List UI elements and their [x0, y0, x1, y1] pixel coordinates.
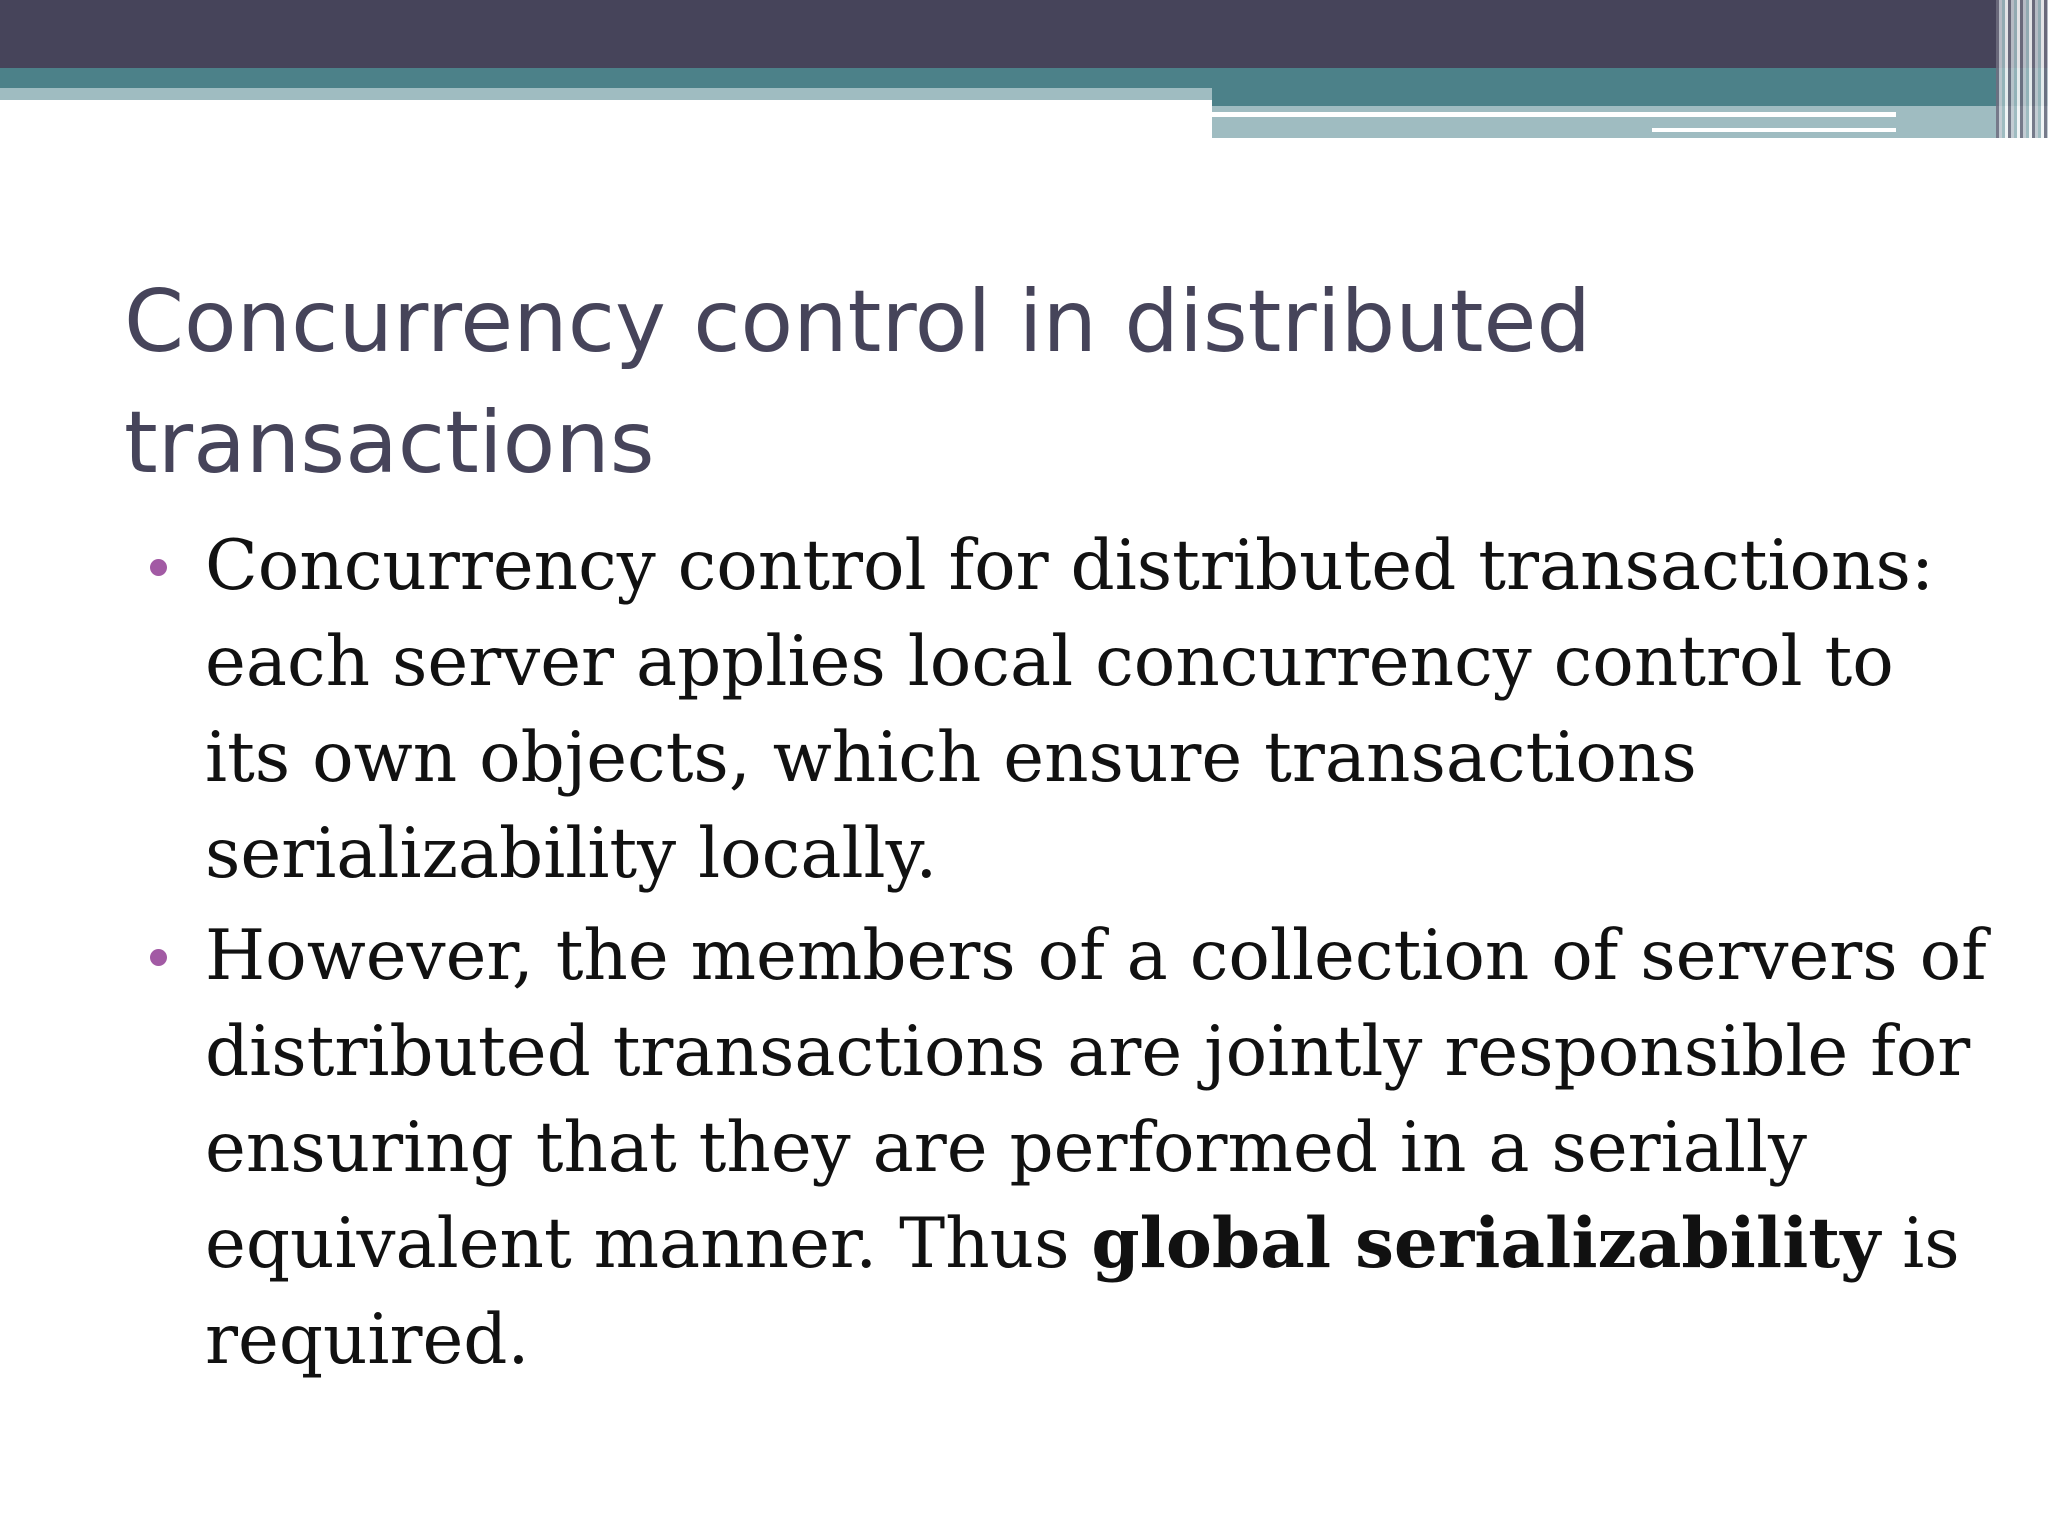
bullet-text-end: is required.	[205, 1204, 1960, 1380]
header-edge-stripes	[1996, 0, 2048, 138]
header-accent-line-short	[1652, 128, 1896, 132]
bullet-emphasis: global serializability	[1091, 1203, 1881, 1284]
bullet-text: Concurrency control for distributed transactions: each server applies local concurrency control to its own objects, which ensure transactions serializability locally.	[205, 526, 1935, 894]
bullet-item	[0, 518, 2048, 902]
header-band-light-right	[1212, 106, 2048, 138]
header-band-dark	[0, 0, 2048, 68]
header-band-teal-right	[1212, 88, 2048, 106]
header-accent-line	[1212, 112, 1896, 117]
bullet-dot-icon	[150, 949, 167, 966]
header-band-teal	[0, 68, 2048, 88]
bullet-item	[0, 908, 2048, 1388]
bullet-list	[0, 518, 2048, 1394]
bullet-text: However, the members of a collection of servers of distributed transactions are jointly responsible for ensuring that they are performed in a serially equivalent manner. Thus	[205, 916, 1987, 1284]
header-band-light-left	[0, 88, 1212, 100]
bullet-dot-icon	[150, 559, 167, 576]
slide-title: Concurrency control in distributed transactions	[124, 272, 1591, 493]
